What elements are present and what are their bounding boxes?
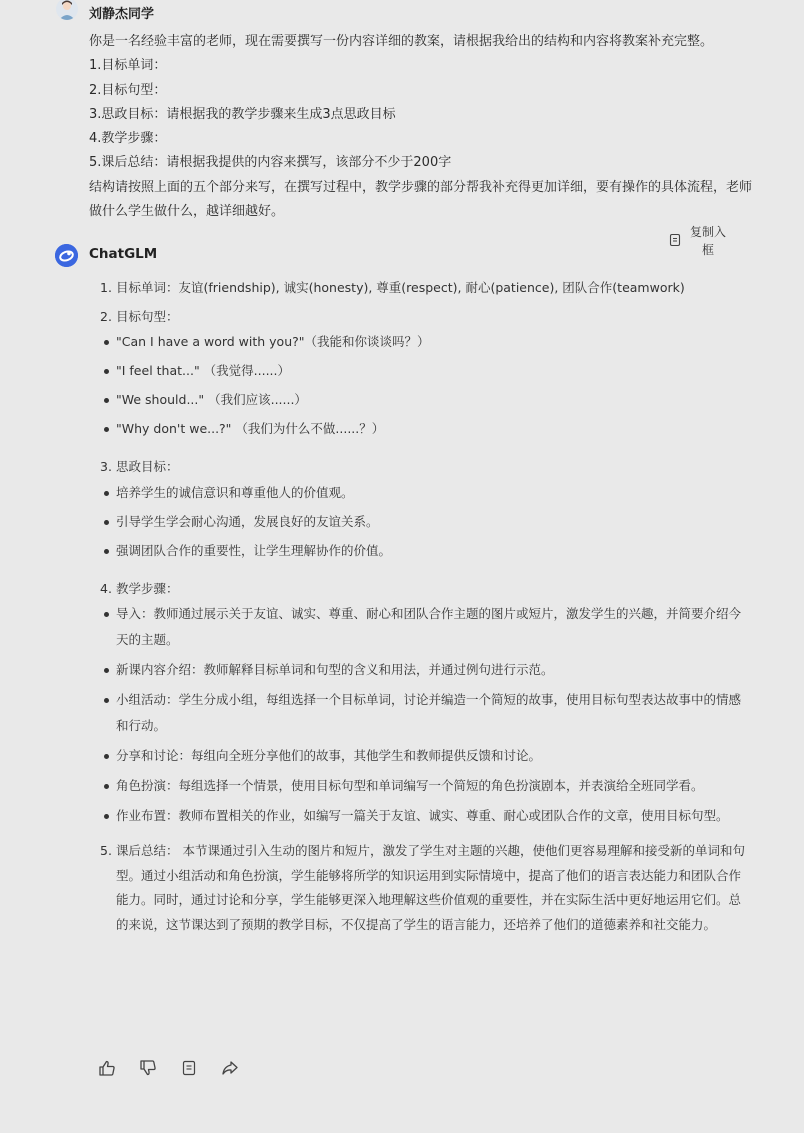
list-item: 培养学生的诚信意识和尊重他人的价值观。	[100, 480, 745, 506]
list-item: "We should..." （我们应该......）	[100, 387, 745, 413]
teaching-steps-list	[100, 601, 745, 829]
list-item: "Can I have a word with you?"（我能和你谈谈吗？）	[100, 329, 745, 355]
user-message-line: 3.思政目标：请根据我的教学步骤来生成3点思政目标	[89, 106, 396, 122]
list-item: 导入：教师通过展示关于友谊、诚实、尊重、耐心和团队合作主题的图片或短片，激发学生的兴趣，并简要介绍今天的主题。	[100, 601, 745, 653]
user-message-line: 4.教学步骤：	[89, 131, 167, 147]
section-text: 课后总结： 本节课通过引入生动的图片和短片，激发了学生对主题的兴趣，使他们更容易理解和接受新的单词和句型。通过小组活动和角色扮演，学生能够将所学的知识运用到实际情境中，提高了他们的语言表达能力和团队合作能力。同时，通过讨论和分享，学生能够更深入地理解这些价值观的重要性，并在实际生活中更好地运用它们。总的来说，这节课达到了预期的教学目标，不仅提高了学生的语言能力，还培养了他们的道德素养和社交能力。	[116, 843, 745, 933]
section-number: 1.	[100, 280, 112, 295]
user-message-line: 结构请按照上面的五个部分来写，在撰写过程中，教学步骤的部分帮我补充得更加详细，要有操作的具体流程，老师做什么学生做什么，越详细越好。	[89, 179, 753, 220]
share-icon[interactable]	[220, 1058, 240, 1078]
ideology-goal-list	[100, 480, 745, 564]
list-item: "Why don't we...?" （我们为什么不做......？）	[100, 416, 745, 442]
section-text: 教学步骤：	[116, 580, 179, 596]
section-text: 目标句型：	[116, 308, 179, 324]
answer-section-1	[100, 276, 745, 301]
user-name: 刘静杰同学	[89, 7, 155, 22]
message-action-bar	[97, 1058, 240, 1078]
chatglm-logo-icon	[55, 244, 78, 267]
list-item: 分享和讨论：每组向全班分享他们的故事，其他学生和教师提供反馈和讨论。	[100, 743, 745, 769]
assistant-answer	[100, 276, 745, 938]
thumbs-down-icon[interactable]	[138, 1058, 158, 1078]
thumbs-up-icon[interactable]	[97, 1058, 117, 1078]
copy-icon	[668, 232, 682, 251]
section-number: 5.	[100, 843, 112, 858]
bot-name: ChatGLM	[89, 246, 158, 262]
user-avatar	[56, 0, 78, 20]
copy-to-input-button[interactable]	[668, 222, 738, 260]
list-item: 引导学生学会耐心沟通，发展良好的友谊关系。	[100, 509, 745, 535]
answer-section-2	[100, 305, 745, 330]
answer-section-3	[100, 455, 745, 480]
user-message	[89, 30, 754, 224]
copy-to-input-label: 复制入框	[689, 225, 726, 257]
section-number: 3.	[100, 459, 112, 474]
section-number: 2.	[100, 308, 112, 324]
list-item: 作业布置：教师布置相关的作业，如编写一篇关于友谊、诚实、尊重、耐心或团队合作的文章，使用目标句型。	[100, 803, 745, 829]
list-item: 强调团队合作的重要性，让学生理解协作的价值。	[100, 538, 745, 564]
user-message-line: 你是一名经验丰富的老师，现在需要撰写一份内容详细的教案，请根据我给出的结构和内容将教案补充完整。	[89, 34, 714, 49]
list-item: "I feel that..." （我觉得......）	[100, 358, 745, 384]
section-number: 4.	[100, 580, 112, 596]
list-item: 角色扮演：每组选择一个情景，使用目标句型和单词编写一个简短的角色扮演剧本，并表演给全班同学看。	[100, 773, 745, 799]
user-message-line: 2.目标句型：	[89, 82, 167, 98]
copy-icon[interactable]	[179, 1058, 199, 1078]
list-item: 新课内容介绍：教师解释目标单词和句型的含义和用法，并通过例句进行示范。	[100, 657, 745, 683]
answer-section-4	[100, 577, 745, 602]
section-text: 思政目标：	[116, 459, 179, 474]
user-message-line: 1.目标单词：	[89, 58, 167, 74]
section-text: 目标单词：友谊(friendship), 诚实(honesty), 尊重(respect), 耐心(patience), 团队合作(teamwork)	[116, 280, 685, 295]
list-item: 小组活动：学生分成小组，每组选择一个目标单词，讨论并编造一个简短的故事，使用目标句型表达故事中的情感和行动。	[100, 687, 745, 739]
user-message-line: 5.课后总结：请根据我提供的内容来撰写，该部分不少于200字	[89, 155, 452, 171]
sentence-pattern-list	[100, 329, 745, 442]
answer-section-5	[100, 839, 745, 938]
